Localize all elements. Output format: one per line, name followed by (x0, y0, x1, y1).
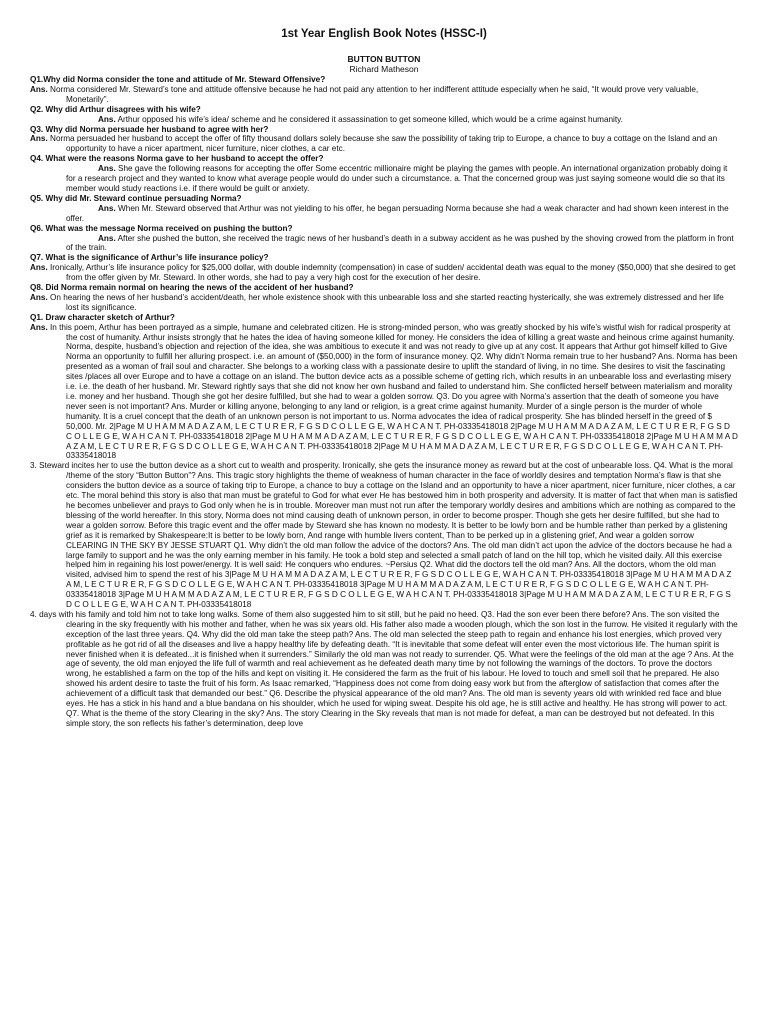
answer (30, 115, 738, 125)
question: Q1.Why did Norma consider the tone and attitude of Mr. Steward Offensive? (30, 75, 326, 84)
answer-text: Norma persuaded her husband to accept the offer of fifty thousand dollars solely because she saw the possibility of taking trip to Europe, a chance to buy a cottage on the Island and an opportunity to have a nicer apartment, nicer furniture, nicer clothes, a car etc. (50, 134, 718, 154)
answer (30, 323, 738, 462)
answer-text: Ironically, Arthur’s life insurance policy for $25,000 dollar, with double indemnity (compensation) in case of sudden/ accidental death was equal to the money ($50,000) that she desired to get from the offer given by Mr. Steward. In other words, she had to pay a very high cost for the execution of her desire. (50, 263, 736, 283)
answer-text: Arthur opposed his wife’s idea/ scheme and he considered it assassination to get someone killed, which would be a crime against humanity. (117, 114, 623, 124)
answer-label: Ans. (98, 114, 116, 124)
paragraph-number: 3. (30, 461, 37, 471)
paragraph-number: 4. (30, 609, 37, 619)
question: Q8. Did Norma remain normal on hearing the news of the accident of her husband? (30, 283, 354, 293)
answer-text: On hearing the news of her husband’s accident/death, her whole existence shook with this unbearable loss and she started reacting hysterically, she was extremely distressed and her life lost its significance. (50, 292, 724, 312)
answer (30, 263, 738, 283)
answer-label: Ans. (30, 134, 48, 144)
paragraph-list (30, 461, 738, 728)
answer (30, 234, 738, 254)
answer-label: Ans. (98, 203, 116, 213)
question: Q4. What were the reasons Norma gave to her husband to accept the offer? (30, 154, 324, 164)
answer-label: Ans. (98, 164, 116, 174)
answer-label: Ans. (98, 233, 116, 243)
answer-text: She gave the following reasons for accepting the offer Some eccentric millionaire might be playing the games with people. An international organization probably doing it for a research project and they wanted to know what average people would do under such a circumstance. a. That the concerned group was just saying someone would die so that its member would study reactions i.e. if there would be guilt or anxiety. (66, 164, 728, 193)
answer-label: Ans. (30, 322, 48, 332)
answer (30, 134, 738, 154)
question: Q3. Why did Norma persuade her husband to agree with her? (30, 124, 269, 134)
answer (30, 164, 738, 194)
numbered-paragraph (30, 461, 738, 610)
story-author: Richard Matheson (349, 64, 419, 74)
answer-text: Norma considered Mr. Steward’s tone and attitude offensive because he had not paid any attention to her indifferent attitude especially when he said, “It would prove very valuable, Monetarily”. (50, 84, 699, 104)
question: Q7. What is the significance of Arthur’s life insurance policy? (30, 253, 269, 263)
question: Q2. Why did Arthur disagrees with his wife? (30, 104, 201, 114)
answer (30, 293, 738, 313)
answer-label: Ans. (30, 84, 48, 94)
answer-label: Ans. (30, 263, 48, 273)
document-title: 1st Year English Book Notes (HSSC-I) (281, 28, 487, 40)
answer-text: After she pushed the button, she received the tragic news of her husband’s death in a subway accident as he was pushed by the shoving crowed from the platform in front of the train. (66, 233, 734, 253)
document-body (30, 75, 738, 729)
answer (30, 85, 738, 105)
answer-text: In this poem, Arthur has been portrayed as a simple, humane and celebrated citizen. He is strong-minded person, who was greatly shocked by his wife’s wistful wish for radical prosperity at the cost of humanity. Arthur insists strongly that he hates the idea of having someone killed for money. He considers the idea of killing a great waste and heinous crime against humanity. Norma, despite, husband’s objection and rejection of the idea, she was ambitious to execute it and was not ready to give up at any cost. It appears that Arthur got himself killed to Give Norma an opportunity to fulfill her alluring prospect. i.e. an amount of ($50,000) in the form of insurance money. Q2. Why didn’t Norma remain true to her husband? Ans. Norma has been presented as a woman of frail soul and character. She belongs to a working class with a passionate desire to uplift the standard of living, in no time. She desires to visit the fascinating sites /places all over Europe and to have a cottage on an island. The button device acts as a possible scheme of getting rich, which results in an unbearable loss and everlasting misery i.e. i.e. the death of her husband. Mr. Steward rightly says that she did not know her own husband and failed to understand him. She conflicted herself between materialism and morality i.e. money and her husband. Though she got her desire fulfilled, but she had to wear a golden sorrow. Q3. Do you agree with Norma’s assertion that the death of someone you have never seen is not important? Ans. Murder or killing anyone, belonging to any land or religion, is a great crime against humanity. Murder of a single person is the murder of whole humanity. It is a cruel concept that the death of an unknown person is not important to us. Norma advocates the idea of radical prosperity. She has blinded herself in the greed of $ 50,000. Mr. 2|Page M U H A M M A D A Z A M, L E C T U R E R, F G S D C O L L E G E, W A H C A N T. PH-03335418018 2|Page M U H A M M A D A Z A M, L E C T U R E R, F G S D C O L L E G E, W A H C A N T. PH-03335418018 2|Page M U H A M M A D A Z A M, L E C T U R E R, F G S D C O L L E G E, W A H C A N T. PH-03335418018 2|Page M U H A M M A D A Z A M, L E C T U R E R, F G S D C O L L E G E, W A H C A N T. PH-03335418018 2|Page M U H A M M A D A Z A M, L E C T U R E R, F G S D C O L L E G E, W A H C A N T. PH-03335418018 (50, 322, 738, 461)
paragraph-text: days with his family and told him not to take long walks. Some of them also suggested him to sit still, but he paid no heed. Q3. Had the son ever been there before? Ans. The son visited the clearing in the sky frequently with his mother and father, when he was six years old. His father also made a wooden plough, which the son lost in the furrow. He visited it regularly with the exception of the last three years. Q4. Why did the old man take the steep path? Ans. The old man selected the steep path to regain and enhance his lost energies, which proved very profitable as he got rid of all the diseases and live a happy healthy life by defeating death. “It is inevitable that some defeat will enter even the most victorious life. The human spirit is never finished when it is defeated...it is finished when it surrenders.” Similarly the old man was not ready to surrender. Q5. What were the feelings of the old man at the age ? Ans. At the age of seventy, the old man enjoyed the life full of warmth and real achievement as he defeated death many time by not following the warnings of the doctors. To prove the doctors wrong, he established a farm on the top of the hills and kept on visiting it. He considered the farm as the fruit of his labour. He loved to touch and smell soil that he prepared. He also showed his ardent desire to taste the fruit of his form. As Isaac remarked, “Happiness does not come from doing easy work but from the afterglow of satisfaction that comes after the achievement of a difficult task that demanded our best.” Q6. Describe the physical appearance of the old man? Ans. The old man is seventy years old with wrinkled red face and blue eyes. He has a stick in his hand and a blue bandana on his shoulder, which he used for wiping sweat. Despite his old age, he is still active and healthy. He has strong will power to act. Q7. What is the theme of the story Clearing in the sky? Ans. The story Clearing in the Sky reveals that man is not made for defeat, a man can be destroyed but not defeated. In this simple story, the son reflects his father’s determination, deep love (39, 609, 738, 728)
numbered-paragraph (30, 610, 738, 729)
answer-label: Ans. (30, 292, 48, 302)
paragraph-text: Steward incites her to use the button device as a short cut to wealth and prosperity. Ironically, she gets the insurance money as reward but at the cost of unbearable loss. Q4. What is the moral /theme of the story “Button Button”? Ans. This tragic story highlights the theme of weakness of human character in the face of worldly desires and temptation Norma’s flaw is that she considers the button device as a source of taking trip to Europe, a chance to buy a cottage on the Island and an opportunity to have a nicer apartment, nicer furniture, nicer clothes, a car etc. The moral behind this story is also that man must be grateful to God for what ever He has bestowed him in both prosperity and adversity. It is matter of fact that when man is satisfied he becomes unbeliever and prays to God only when he is in trouble. Moreover man must not run after the temporary worldly desires and ambitions which are nothing as compared to the blessing of the world hereafter. In this story, Norma does not mind causing death of unknown person, in order to become prosper. Though she gets her desire fulfilled, but she had to wear a golden sorrow. Before this tragic event and the offer made by Steward she has known no modesty. It is better to be lowly born and be humble rather than perked by a glistening grief as it is remarked by Shakespeare:It is better to be lowly born, And range with humble livers content, Than to be perked up in a glistening grief, And wear a golden sorrow CLEARING IN THE SKY BY JESSE STUART Q1. Why didn’t the old man follow the advice of the doctors? Ans. The old man didn’t act upon the advice of the doctors because he had a large family to support and he was the only earning member in his family. He took a bold step and selected a small patch of land on the hill top, which he visited daily. All this exercise helped him in regaining his lost power/energy. It is well said: He conquers who endures. ~Persius Q2. What did the doctors tell the old man? Ans. All the doctors, whom the old man visited, advised him to spend the rest of his 3|Page M U H A M M A D A Z A M, L E C T U R E R, F G S D C O L L E G E, W A H C A N T. PH-03335418018 3|Page M U H A M M A D A Z A M, L E C T U R E R, F G S D C O L L E G E, W A H C A N T. PH-03335418018 3|Page M U H A M M A D A Z A M, L E C T U R E R, F G S D C O L L E G E, W A H C A N T. PH-03335418018 3|Page M U H A M M A D A Z A M, L E C T U R E R, F G S D C O L L E G E, W A H C A N T. PH-03335418018 3|Page M U H A M M A D A Z A M, L E C T U R E R, F G S D C O L L E G E, W A H C A N T. PH-03335418018 (39, 461, 738, 610)
question: Q5. Why did Mr. Steward continue persuading Norma? (30, 193, 242, 203)
answer-text: When Mr. Steward observed that Arthur was not yielding to his offer, he began persuading Norma because she had a weak character and had shown keen interest in the offer. (66, 203, 729, 223)
story-title: BUTTON BUTTON (347, 54, 421, 64)
answer (30, 204, 738, 224)
question: Q6. What was the message Norma received on pushing the button? (30, 223, 293, 233)
question: Q1. Draw character sketch of Arthur? (30, 312, 175, 322)
qa-list (30, 75, 738, 461)
